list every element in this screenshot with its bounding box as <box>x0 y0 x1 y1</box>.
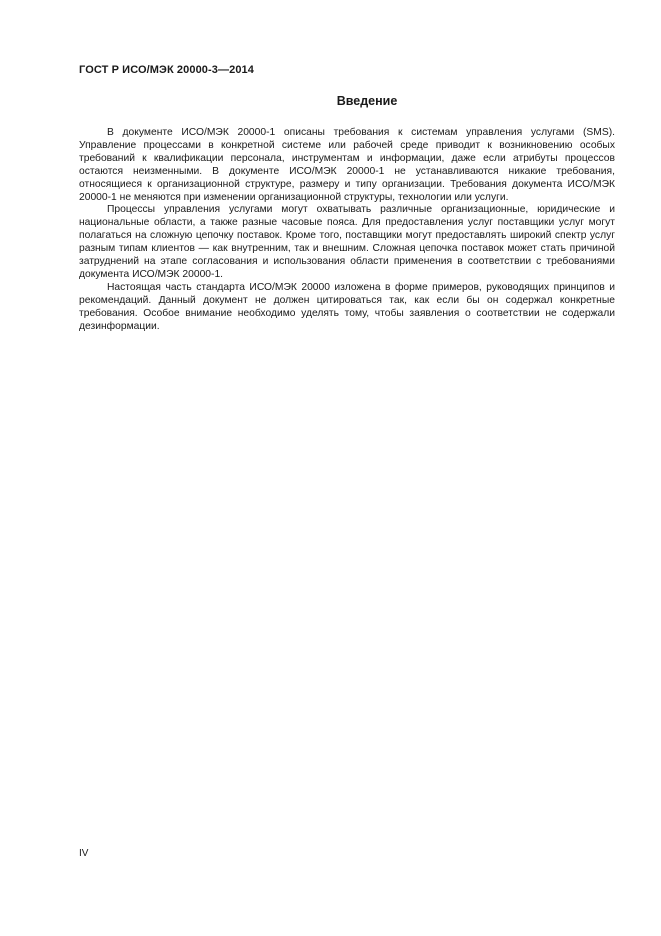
introduction-body <box>79 127 615 334</box>
standard-code-header: ГОСТ Р ИСО/МЭК 20000-3—2014 <box>79 64 254 76</box>
page-number: IV <box>79 848 89 859</box>
paragraph: В документе ИСО/МЭК 20000-1 описаны требования к системам управления услугами (SMS). Управление процессами в конкретной системе или рабочей среде приводит к возникновению особых требований к квалификации персонала, инструментам и информации, даже если атрибуты процессов остаются неизменными. В документе ИСО/МЭК 20000-1 не устанавливаются никакие требования, относящиеся к организационной структуре, размеру и типу организации. Требования документа ИСО/МЭК 20000-1 не меняются при изменении организационной структуры, технологии или услуги. <box>79 127 615 203</box>
section-title: Введение <box>336 94 398 108</box>
paragraph: Настоящая часть стандарта ИСО/МЭК 20000 изложена в форме примеров, руководящих принципов и рекомендаций. Данный документ не должен цитироваться так, как если бы он содержал конкретные требования. Особое внимание необходимо уделять тому, чтобы заявления о соответствии не содержали дезинформации. <box>79 281 615 332</box>
paragraph: Процессы управления услугами могут охватывать различные организационные, юридические и национальные области, а также разные часовые пояса. Для предоставления услуг поставщики услуг могут полагаться на сложную цепочку поставок. Кроме того, поставщики могут предоставлять широкий спектр услуг разным типам клиентов — как внутренним, так и внешним. Сложная цепочка поставок может стать причиной затруднений на этапе согласования и использования области применения в соответствии с требованиями документа ИСО/МЭК 20000-1. <box>79 204 615 280</box>
